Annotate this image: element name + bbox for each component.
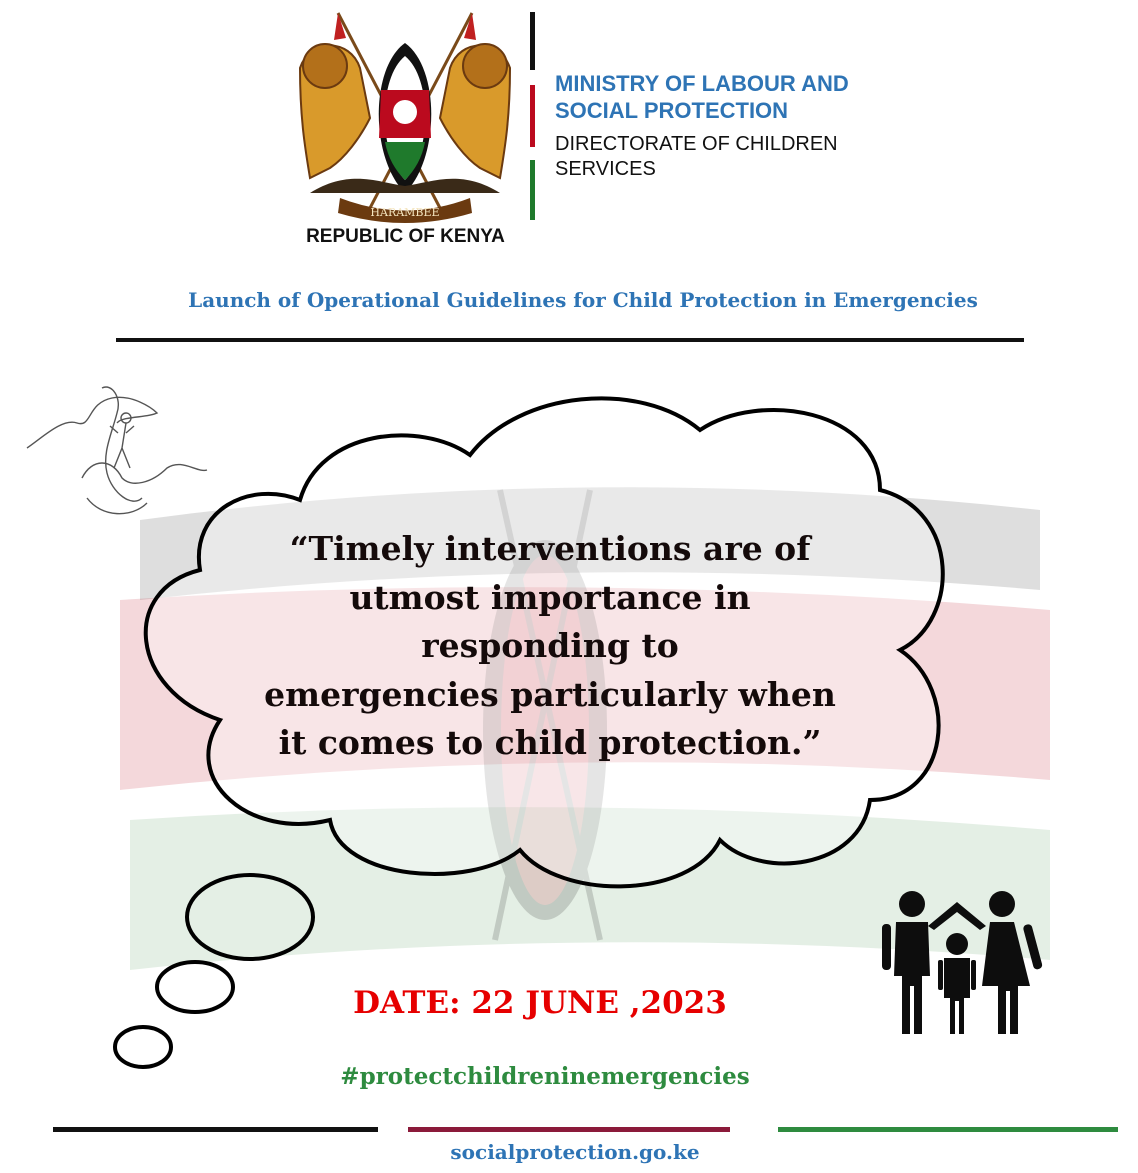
event-date: DATE: 22 JUNE ,2023 [353, 985, 727, 1021]
footer-bar-maroon [408, 1127, 730, 1132]
quote-line: “Timely interventions are of [289, 529, 811, 568]
quote-line: utmost importance in [349, 577, 751, 617]
directorate-line1: DIRECTORATE OF CHILDREN [555, 133, 838, 155]
footer-bar-black [53, 1127, 378, 1132]
ministry-line2: SOCIAL PROTECTION [555, 98, 789, 123]
divider-red [530, 85, 535, 147]
republic-label: REPUBLIC OF KENYA [306, 226, 505, 247]
protecting-hands-icon [22, 378, 212, 528]
footer-bar-green [778, 1127, 1118, 1132]
family-shelter-icon [876, 886, 1046, 1036]
directorate-line2: SERVICES [555, 158, 656, 180]
motto-text: HARAMBEE [370, 206, 440, 219]
directorate-title [555, 132, 915, 182]
divider-black [530, 12, 535, 70]
quote-line: it comes to child protection.” [278, 723, 822, 762]
ministry-line1: MINISTRY OF LABOUR AND [555, 71, 849, 96]
divider-green [530, 160, 535, 220]
header-rule [116, 338, 1024, 342]
ministry-title [555, 70, 915, 124]
quote-line: responding to [421, 626, 679, 665]
quote-text [215, 525, 885, 768]
quote-line: emergencies particularly when [264, 674, 836, 714]
hashtag: #protectchildreninemergencies [340, 1063, 750, 1090]
event-title: Launch of Operational Guidelines for Child Protection in Emergencies [188, 288, 978, 312]
website-link[interactable]: socialprotection.go.ke [450, 1140, 700, 1164]
kenya-coat-of-arms-icon [290, 8, 520, 228]
